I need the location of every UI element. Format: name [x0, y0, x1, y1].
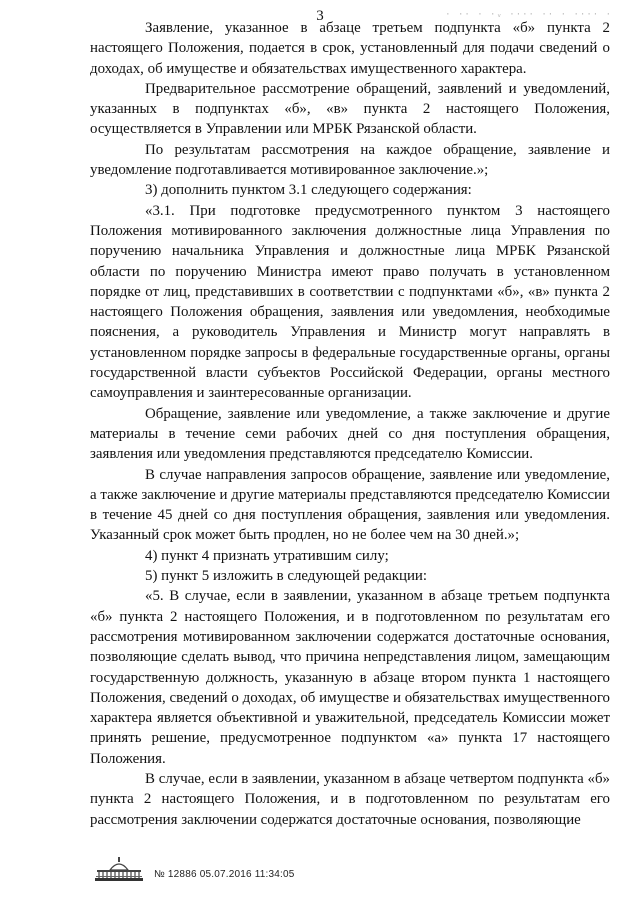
- paragraph-8: 4) пункт 4 признать утратившим силу;: [145, 547, 389, 564]
- paragraph-1: Заявление, указанное в абзаце третьем подпункта «б» пункта 2 настоящего Положения, подается в срок, установленный для подачи сведений о доходах, об имуществе и обязательствах имущественного характера.: [90, 20, 610, 77]
- paragraph-11: В случае, если в заявлении, указанном в абзаце четвертом подпункта «б» пункта 2 настоящего Положения, и в подготовленном по результатам его рассмотрения заключении содержатся достаточные основания, позволяющие: [90, 770, 610, 828]
- footer: [94, 856, 295, 882]
- document-stamp: № 12886 05.07.2016 11:34:05: [154, 869, 295, 880]
- document-body: [90, 18, 610, 830]
- building-emblem-icon: [94, 856, 144, 882]
- paragraph-9: 5) пункт 5 изложить в следующей редакции:: [145, 568, 428, 585]
- paragraph-2: Предварительное рассмотрение обращений, заявлений и уведомлений, указанных в подпунктах «б», «в» пункта 2 настоящего Положения, осуществляется в Управлении или МРБК Рязанской области.: [90, 80, 610, 138]
- paragraph-6: Обращение, заявление или уведомление, а также заключение и другие материалы в течение семи рабочих дней со дня поступления обращения, заявления или уведомления представляются председателю Комиссии.: [90, 405, 610, 463]
- paragraph-3: По результатам рассмотрения на каждое обращение, заявление и уведомление подготавливается мотивированное заключение.»;: [90, 141, 610, 179]
- paragraph-5: «3.1. При подготовке предусмотренного пунктом 3 настоящего Положения мотивированного заключения должностные лица Управления по поручению начальника Управления и должностные лица МРБК Рязанской области по поручению Министра имеют право получать в установленном порядке от лиц, представивших в соответствии с подпунктами «б», «в» пункта 2 настоящего Положения обращения, заявления или уведомления, необходимые пояснения, а руководитель Управления и Министр могут направлять в установленном порядке запросы в федеральные государственные органы, органы государственной власти субъектов Российской Федерации, органы местного самоуправления и заинтересованные организации.: [90, 202, 610, 402]
- scan-marks: · ·· · ·ᵥ ···· ·· · ···· ·: [445, 10, 612, 20]
- paragraph-10: «5. В случае, если в заявлении, указанном в абзаце третьем подпункта «б» пункта 2 настоящего Положения, и в подготовленном по результатам его рассмотрения мотивированном заключении содержатся достаточные основания, позволяющие сделать вывод, что причина непредставления лицом, замещающим государственную должность, указанную в абзаце втором пункта 1 настоящего Положения, сведений о доходах, об имуществе и обязательствах имущественного характера является объективной и уважительной, председатель Комиссии может принять решение, предусмотренное подпунктом «а» пункта 17 настоящего Положения.: [90, 588, 610, 767]
- paragraph-7: В случае направления запросов обращение, заявление или уведомление, а также заключение и другие материалы представляются председателю Комиссии в течение 45 дней со дня поступления обращения, заявления или уведомления. Указанный срок может быть продлен, но не более чем на 30 дней.»;: [90, 466, 610, 544]
- page-number: 3: [316, 8, 324, 24]
- paragraph-4: 3) дополнить пунктом 3.1 следующего содержания:: [145, 182, 472, 199]
